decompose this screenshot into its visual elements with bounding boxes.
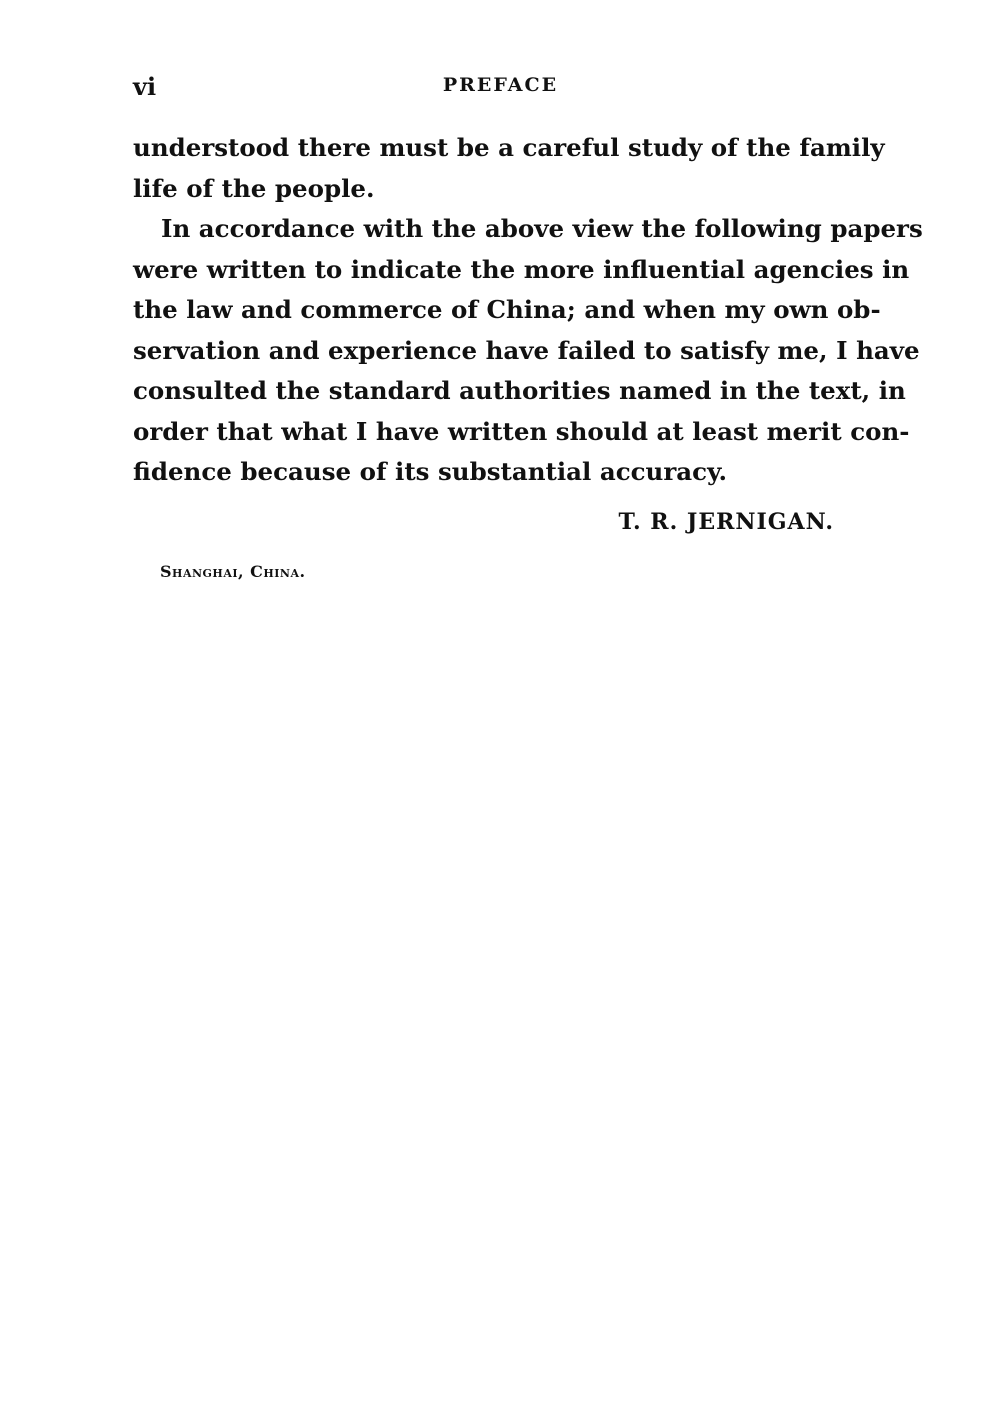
page-number: vi xyxy=(133,72,157,101)
text-line: order that what I have written should at least merit con- xyxy=(133,416,910,446)
text-line: In accordance with the above view the following papers xyxy=(161,214,923,243)
text-line: consulted the standard authorities named in the text, in xyxy=(133,376,906,405)
text-line: understood there must be a careful study of the family xyxy=(133,133,885,162)
running-head xyxy=(133,72,868,106)
text-line: servation and experience have failed to satisfy me, I have xyxy=(133,335,920,365)
text-line: fidence because of its substantial accuracy. xyxy=(133,457,728,486)
text-line: the law and commerce of China; and when my own ob- xyxy=(133,295,881,324)
place-line: Shanghai, China. xyxy=(160,562,306,581)
text-line: were written to indicate the more influential agencies in xyxy=(133,254,910,284)
author-signature: T. R. JERNIGAN. xyxy=(618,509,834,535)
running-title: PREFACE xyxy=(442,74,559,96)
preface-text xyxy=(133,128,923,493)
text-line: life of the people. xyxy=(133,173,375,203)
